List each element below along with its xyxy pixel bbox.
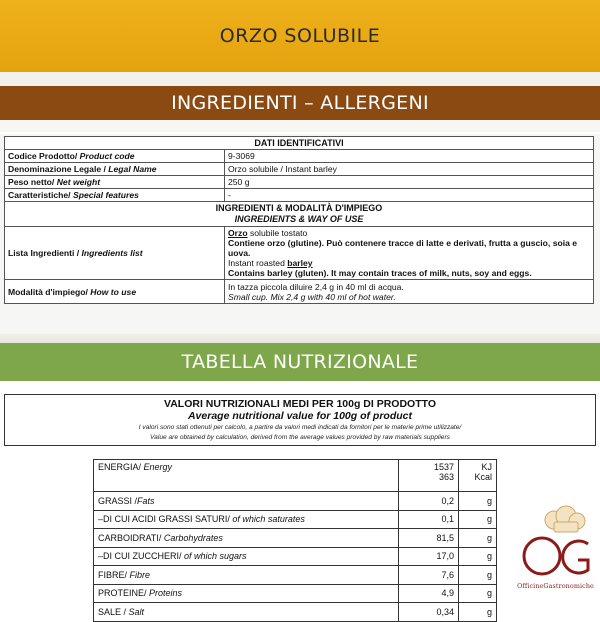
- nutrient-label: –DI CUI ZUCCHERI/ of which sugars: [94, 547, 399, 566]
- nutrition-note-it: I valori sono stati ottenuti per calcolo, a partire da valori medi indicati da fornitori per le materie prime utilizzate/: [138, 424, 462, 431]
- nutrition-table: [93, 459, 497, 622]
- table-row: [94, 566, 497, 585]
- product-name: ORZO SOLUBILE: [219, 25, 381, 47]
- nutrient-label: PROTEINE/ Proteins: [94, 584, 399, 603]
- nutrient-unit: g: [459, 492, 497, 511]
- row-label: Denominazione Legale / Legal Name: [5, 163, 225, 176]
- table-row: [94, 603, 497, 622]
- table-row: [94, 492, 497, 511]
- ingredients-list: Orzo solubile tostato Contiene orzo (glutine). Può contenere tracce di latte e derivati, frutta a guscio, soia e uova. Instant roasted barley Contains barley (gluten). It may contain traces of milk, nuts, soy and eggs.: [225, 227, 594, 280]
- spacer: [0, 120, 600, 132]
- row-value: 9-3069: [225, 150, 594, 163]
- ingredients-banner: [0, 86, 600, 120]
- ingredients-banner-title: INGREDIENTI – ALLERGENI: [171, 92, 429, 114]
- nutrition-header-box: [4, 394, 596, 446]
- nutrient-label: –DI CUI ACIDI GRASSI SATURI/ of which saturates: [94, 510, 399, 529]
- nutrient-label: SALE / Salt: [94, 603, 399, 622]
- identification-table: [4, 136, 594, 304]
- section-title: INGREDIENTI & MODALITÀ D'IMPIEGO INGREDIENTS & WAY OF USE: [5, 202, 594, 227]
- table-row: [5, 280, 594, 304]
- row-value: Orzo solubile / Instant barley: [225, 163, 594, 176]
- nutrient-unit: g: [459, 603, 497, 622]
- logo-text: OfficineGastronomiche: [517, 582, 594, 590]
- nutrient-value: 81,5: [399, 529, 459, 548]
- nutrient-unit: g: [459, 566, 497, 585]
- spacer: [0, 334, 600, 343]
- table-row: [94, 547, 497, 566]
- nutrient-unit: g: [459, 529, 497, 548]
- product-name-banner: [0, 0, 600, 72]
- identification-title: DATI IDENTIFICATIVI: [5, 137, 594, 150]
- row-label: Peso netto/ Net weight: [5, 176, 225, 189]
- nutrient-value: 0,2: [399, 492, 459, 511]
- nutrient-unit: g: [459, 584, 497, 603]
- nutrition-banner: [0, 343, 600, 381]
- table-row: [5, 150, 594, 163]
- nutrient-value: 17,0: [399, 547, 459, 566]
- nutrient-label: FIBRE/ Fibre: [94, 566, 399, 585]
- identification-section: [0, 134, 600, 340]
- nutrient-label: GRASSI /Fats: [94, 492, 399, 511]
- row-label: Codice Prodotto/ Product code: [5, 150, 225, 163]
- nutrient-value: 0,34: [399, 603, 459, 622]
- nutrient-label: CARBOIDRATI/ Carbohydrates: [94, 529, 399, 548]
- spacer: [0, 72, 600, 86]
- nutrition-note-en: Value are obtained by calculation, derived from the average values provided by raw materials suppliers: [150, 434, 450, 441]
- table-row: [94, 510, 497, 529]
- nutrient-unit: KJ Kcal: [459, 460, 497, 492]
- table-row: [94, 529, 497, 548]
- table-row: [5, 176, 594, 189]
- row-label: Modalità d'impiego/ How to use: [5, 280, 225, 304]
- table-row: [94, 584, 497, 603]
- nutrient-label: ENERGIA/ Energy: [94, 460, 399, 492]
- table-row: [5, 189, 594, 202]
- nutrition-subtitle: Average nutritional value for 100g of product: [187, 410, 413, 422]
- nutrient-unit: g: [459, 547, 497, 566]
- row-label: Caratteristiche/ Special features: [5, 189, 225, 202]
- table-row: [5, 163, 594, 176]
- table-row: [94, 460, 497, 492]
- nutrient-value: 1537 363: [399, 460, 459, 492]
- nutrient-value: 4,9: [399, 584, 459, 603]
- nutrient-value: 0,1: [399, 510, 459, 529]
- nutrient-value: 7,6: [399, 566, 459, 585]
- usage-text: In tazza piccola diluire 2,4 g in 40 ml di acqua. Small cup. Mix 2,4 g with 40 ml of hot water.: [225, 280, 594, 304]
- nutrient-unit: g: [459, 510, 497, 529]
- table-row: [5, 227, 594, 280]
- row-value: -: [225, 189, 594, 202]
- nutrition-banner-title: TABELLA NUTRIZIONALE: [181, 351, 419, 373]
- row-label: Lista Ingredienti / Ingredients list: [5, 227, 225, 280]
- nutrition-title: VALORI NUTRIZIONALI MEDI PER 100g DI PRODOTTO: [163, 398, 437, 410]
- row-value: 250 g: [225, 176, 594, 189]
